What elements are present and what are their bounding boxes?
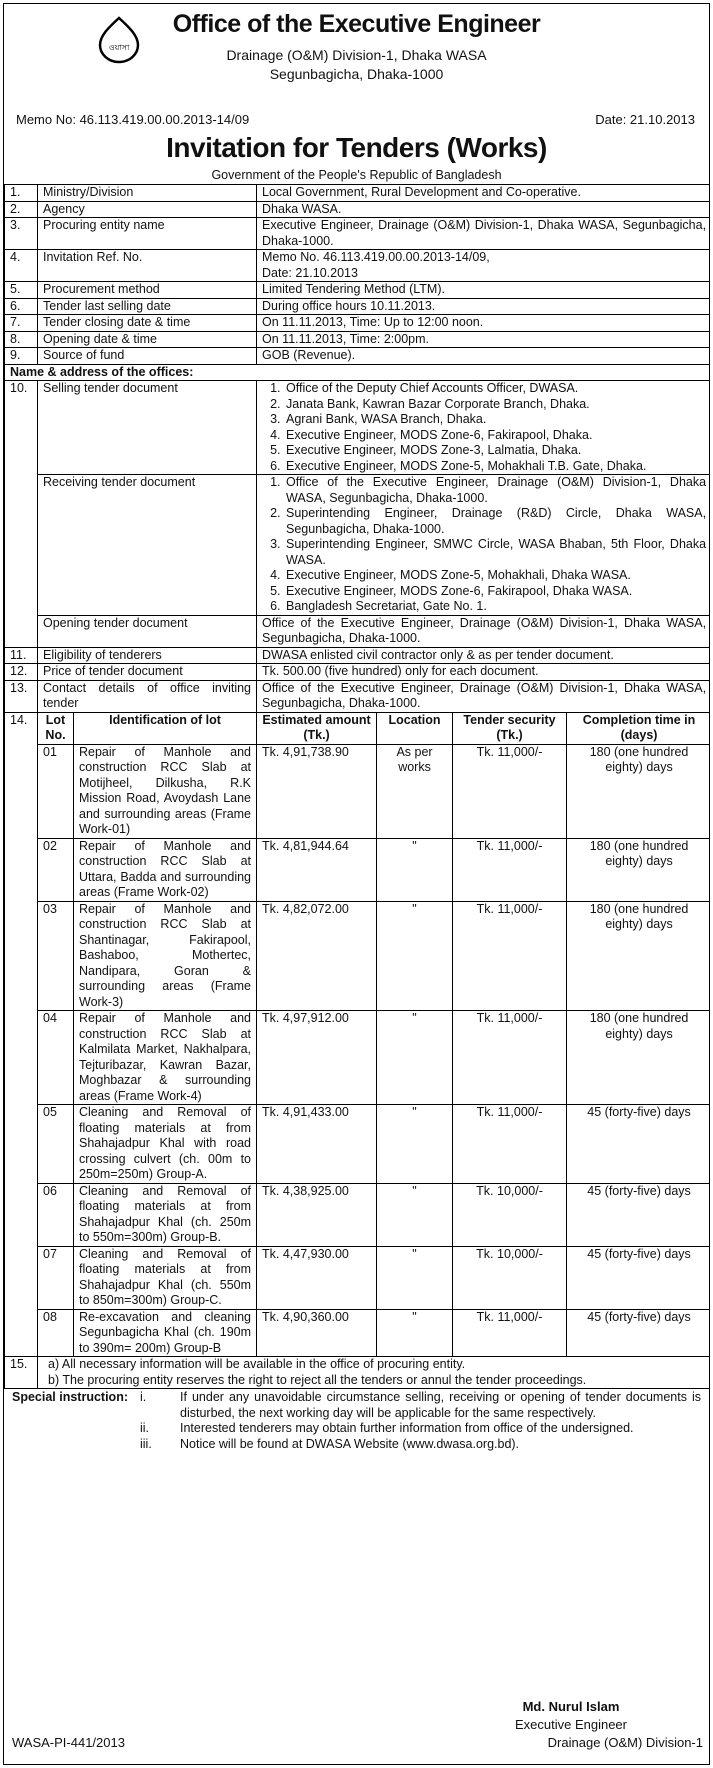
lot-number: 04 [38, 1011, 74, 1105]
receiving-office-item: 6. Bangladesh Secretariat, Gate No. 1. [284, 599, 706, 615]
selling-row: 10. Selling tender document 1. Office of the Deputy Chief Accounts Officer, DWASA. 2. Janata Bank, Kawran Bazar Corporate Branch, Dhaka. 3. Agrani Bank, WASA Branch, Dhaka. 4. Executive Engineer, MODS Zone-6, Fakirapool, Dhaka. 5. Executive Engineer, MODS Zone-3, Lalmatia, Dhaka. 6. Executive Engineer, MODS Zone-5, Mohakhali T.B. Gate, Dhaka. [5, 381, 711, 475]
info-row: 5. Procurement method Limited Tendering Method (LTM). [5, 282, 711, 299]
lot-amount: Tk. 4,91,738.90 [257, 744, 377, 838]
receiving-office-item: 5. Executive Engineer, MODS Zone-6, Fakirapool, Dhaka WASA. [284, 584, 706, 600]
footer-code: WASA-PI-441/2013 [12, 1735, 125, 1750]
lot-completion: 180 (one hundred eighty) days [567, 838, 710, 901]
lot-completion: 180 (one hundred eighty) days [567, 901, 710, 1011]
receiving-list [262, 475, 706, 615]
lot-identification: Cleaning and Removal of floating materials at from Shahajadpur Khal (ch. 550m to 850m=300m) Group-C. [74, 1246, 257, 1309]
info-row: 12. Price of tender document Tk. 500.00 (five hundred) only for each document. [5, 664, 711, 681]
lot-number: 01 [38, 744, 74, 838]
info-row: 1. Ministry/Division Local Government, Rural Development and Co-operative. [5, 185, 711, 202]
lot-row [5, 838, 711, 901]
government-line: Government of the People's Republic of Bangladesh [211, 168, 502, 182]
lot-security: Tk. 11,000/- [453, 901, 567, 1011]
lot-row [5, 1011, 711, 1105]
instruction-item: iii. Notice will be found at DWASA Website (www.dwasa.org.bd). [140, 1436, 520, 1451]
receiving-office-item: 1. Office of the Executive Engineer, Drainage (O&M) Division-1, Dhaka WASA, Segunbagicha, Dhaka-1000. [284, 475, 706, 506]
lot-amount: Tk. 4,38,925.00 [257, 1183, 377, 1246]
lot-location: " [377, 901, 453, 1011]
receiving-office-item: 3. Superintending Engineer, SMWC Circle, WASA Bhaban, 5th Floor, Dhaka WASA. [284, 537, 706, 568]
lot-row [5, 1183, 711, 1246]
selling-office-item: 3. Agrani Bank, WASA Branch, Dhaka. [284, 412, 706, 428]
lot-location: " [377, 1011, 453, 1105]
tender-notice [3, 3, 710, 1765]
office-title: Office of the Executive Engineer [172, 10, 541, 38]
selling-office-item: 6. Executive Engineer, MODS Zone-5, Mohakhali T.B. Gate, Dhaka. [284, 459, 706, 475]
lot-row [5, 1309, 711, 1357]
selling-list [262, 381, 706, 474]
lot-security: Tk. 10,000/- [453, 1246, 567, 1309]
selling-office-item: 2. Janata Bank, Kawran Bazar Corporate Branch, Dhaka. [284, 397, 706, 413]
lot-security: Tk. 11,000/- [453, 1105, 567, 1184]
lot-location: As per works [377, 744, 453, 838]
lot-completion: 45 (forty-five) days [567, 1105, 710, 1184]
lot-amount: Tk. 4,82,072.00 [257, 901, 377, 1011]
lot-security: Tk. 11,000/- [453, 1309, 567, 1357]
signatory-division: Drainage (O&M) Division-1 [547, 1735, 703, 1750]
lot-location: " [377, 1246, 453, 1309]
lot-amount: Tk. 4,90,360.00 [257, 1309, 377, 1357]
lot-completion: 45 (forty-five) days [567, 1183, 710, 1246]
info-row: 11. Eligibility of tenderers DWASA enlisted civil contractor only & as per tender document. [5, 647, 711, 664]
lot-row [5, 1105, 711, 1184]
lot-location: " [377, 838, 453, 901]
svg-text:ওয়াসা: ওয়াসা [108, 43, 130, 52]
lot-completion: 180 (one hundred eighty) days [567, 1011, 710, 1105]
offices-heading: Name & address of the offices: [5, 364, 711, 381]
notice-date: Date: 21.10.2013 [595, 112, 695, 127]
info-row: 3. Procuring entity name Executive Engineer, Drainage (O&M) Division-1, Dhaka WASA, Segunbagicha, Dhaka-1000. [5, 218, 711, 250]
info-row: 13. Contact details of office inviting tender Office of the Executive Engineer, Drainage (O&M) Division-1, Dhaka WASA, Segunbagicha, Dhaka-1000. [5, 680, 711, 712]
lot-number: 05 [38, 1105, 74, 1184]
selling-office-item: 5. Executive Engineer, MODS Zone-3, Lalmatia, Dhaka. [284, 443, 706, 459]
lot-number: 07 [38, 1246, 74, 1309]
lot-identification: Re-excavation and cleaning Segunbagicha Khal (ch. 190m to 390m= 200m) Group-B [74, 1309, 257, 1357]
lot-identification: Cleaning and Removal of floating materials at from Shahajadpur Khal (ch. 250m to 550m=300m) Group-B. [74, 1183, 257, 1246]
address-line-2: Segunbagicha, Dhaka-1000 [269, 66, 444, 82]
lot-amount: Tk. 4,91,433.00 [257, 1105, 377, 1184]
lot-amount: Tk. 4,97,912.00 [257, 1011, 377, 1105]
lot-number: 02 [38, 838, 74, 901]
info-row: 4. Invitation Ref. No. Memo No. 46.113.419.00.00.2013-14/09, Date: 21.10.2013 [5, 250, 711, 282]
lot-completion: 45 (forty-five) days [567, 1309, 710, 1357]
lot-identification: Repair of Manhole and construction RCC Slab at Uttara, Badda and surrounding areas (Frame Work-02) [74, 838, 257, 901]
special-instructions: Special instruction: i. If under any unavoidable circumstance selling, receiving or opening of tender documents is disturbed, the next working day will be applicable for the same respectively. ii. Interested tenderers may obtain further information from office of the undersigned. iii. Notice will be found at DWASA Website (www.dwasa.org.bd). [12, 1390, 701, 1451]
tender-table [4, 184, 709, 1452]
lot-amount: Tk. 4,47,930.00 [257, 1246, 377, 1309]
lot-number: 08 [38, 1309, 74, 1357]
lot-completion: 180 (one hundred eighty) days [567, 744, 710, 838]
lot-security: Tk. 11,000/- [453, 744, 567, 838]
lot-location: " [377, 1183, 453, 1246]
selling-office-item: 4. Executive Engineer, MODS Zone-6, Fakirapool, Dhaka. [284, 428, 706, 444]
lot-amount: Tk. 4,81,944.64 [257, 838, 377, 901]
signatory-designation: Executive Engineer [514, 1717, 627, 1732]
selling-office-item: 1. Office of the Deputy Chief Accounts Officer, DWASA. [284, 381, 706, 397]
lot-security: Tk. 10,000/- [453, 1183, 567, 1246]
page-title: Invitation for Tenders (Works) [166, 132, 547, 163]
lot-number: 06 [38, 1183, 74, 1246]
info-row: 6. Tender last selling date During office hours 10.11.2013. [5, 298, 711, 315]
lot-completion: 45 (forty-five) days [567, 1246, 710, 1309]
lot-identification: Repair of Manhole and construction RCC Slab at Kalmilata Market, Nakhalpara, Tejturibazar, Kawran Bazar, Moghbazar & surrounding areas (Frame Work-4) [74, 1011, 257, 1105]
signatory-name: Md. Nurul Islam [522, 1699, 620, 1714]
info-row: 9. Source of fund GOB (Revenue). [5, 348, 711, 365]
lot-identification: Cleaning and Removal of floating materials at from Shahajadpur Khal with road crossing culvert (ch. 00m to 250m=250m) Group-A. [74, 1105, 257, 1184]
lot-number: 03 [38, 901, 74, 1011]
lot-identification: Repair of Manhole and construction RCC Slab at Shantinagar, Fakirapool, Bashaboo, Mothertec, Nandipara, Goran & surrounding areas (Frame Work-3) [74, 901, 257, 1011]
lot-location: " [377, 1105, 453, 1184]
info-row: 8. Opening date & time On 11.11.2013, Time: 2:00pm. [5, 331, 711, 348]
lot-security: Tk. 11,000/- [453, 838, 567, 901]
lot-row [5, 744, 711, 838]
lot-identification: Repair of Manhole and construction RCC Slab at Motijheel, Dilkusha, R.K Mission Road, Avoydash Lane and surrounding areas (Frame Work-01) [74, 744, 257, 838]
lots-header: 14. Lot No. Identification of lot Estimated amount (Tk.) Location Tender security (Tk.) Completion time in (days) [5, 712, 711, 744]
opening-row: Opening tender document Office of the Executive Engineer, Drainage (O&M) Division-1, Dhaka WASA, Segunbagicha, Dhaka-1000. [5, 615, 711, 647]
memo-number: Memo No: 46.113.419.00.00.2013-14/09 [16, 112, 250, 127]
lot-row [5, 901, 711, 1011]
info-row: 7. Tender closing date & time On 11.11.2013, Time: Up to 12:00 noon. [5, 315, 711, 332]
address-line-1: Drainage (O&M) Division-1, Dhaka WASA [226, 47, 487, 63]
receiving-office-item: 2. Superintending Engineer, Drainage (R&D) Circle, Dhaka WASA, Segunbagicha, Dhaka-1000. [284, 506, 706, 537]
lot-security: Tk. 11,000/- [453, 1011, 567, 1105]
row-15: 15. a) All necessary information will be available in the office of procuring entity. b) The procuring entity reserves the right to reject all the tenders or annul the tender proceedings. [5, 1357, 711, 1389]
info-row: 2. Agency Dhaka WASA. [5, 201, 711, 218]
receiving-row: Receiving tender document 1. Office of the Executive Engineer, Drainage (O&M) Division-1, Dhaka WASA, Segunbagicha, Dhaka-1000. 2. Superintending Engineer, Drainage (R&D) Circle, Dhaka WASA, Segunbagicha, Dhaka-1000. 3. Superintending Engineer, SMWC Circle, WASA Bhaban, 5th Floor, Dhaka WASA. 4. Executive Engineer, MODS Zone-5, Mohakhali, Dhaka WASA. 5. Executive Engineer, MODS Zone-6, Fakirapool, Dhaka WASA. 6. Bangladesh Secretariat, Gate No. 1. [5, 475, 711, 616]
instruction-item: ii. Interested tenderers may obtain further information from office of the undersigned. [140, 1421, 634, 1435]
receiving-office-item: 4. Executive Engineer, MODS Zone-5, Mohakhali, Dhaka WASA. [284, 568, 706, 584]
lot-location: " [377, 1309, 453, 1357]
instruction-item: i. If under any unavoidable circumstance selling, receiving or opening of tender documents is disturbed, the next working day will be applicable for the same respectively. [140, 1390, 701, 1420]
lot-row [5, 1246, 711, 1309]
